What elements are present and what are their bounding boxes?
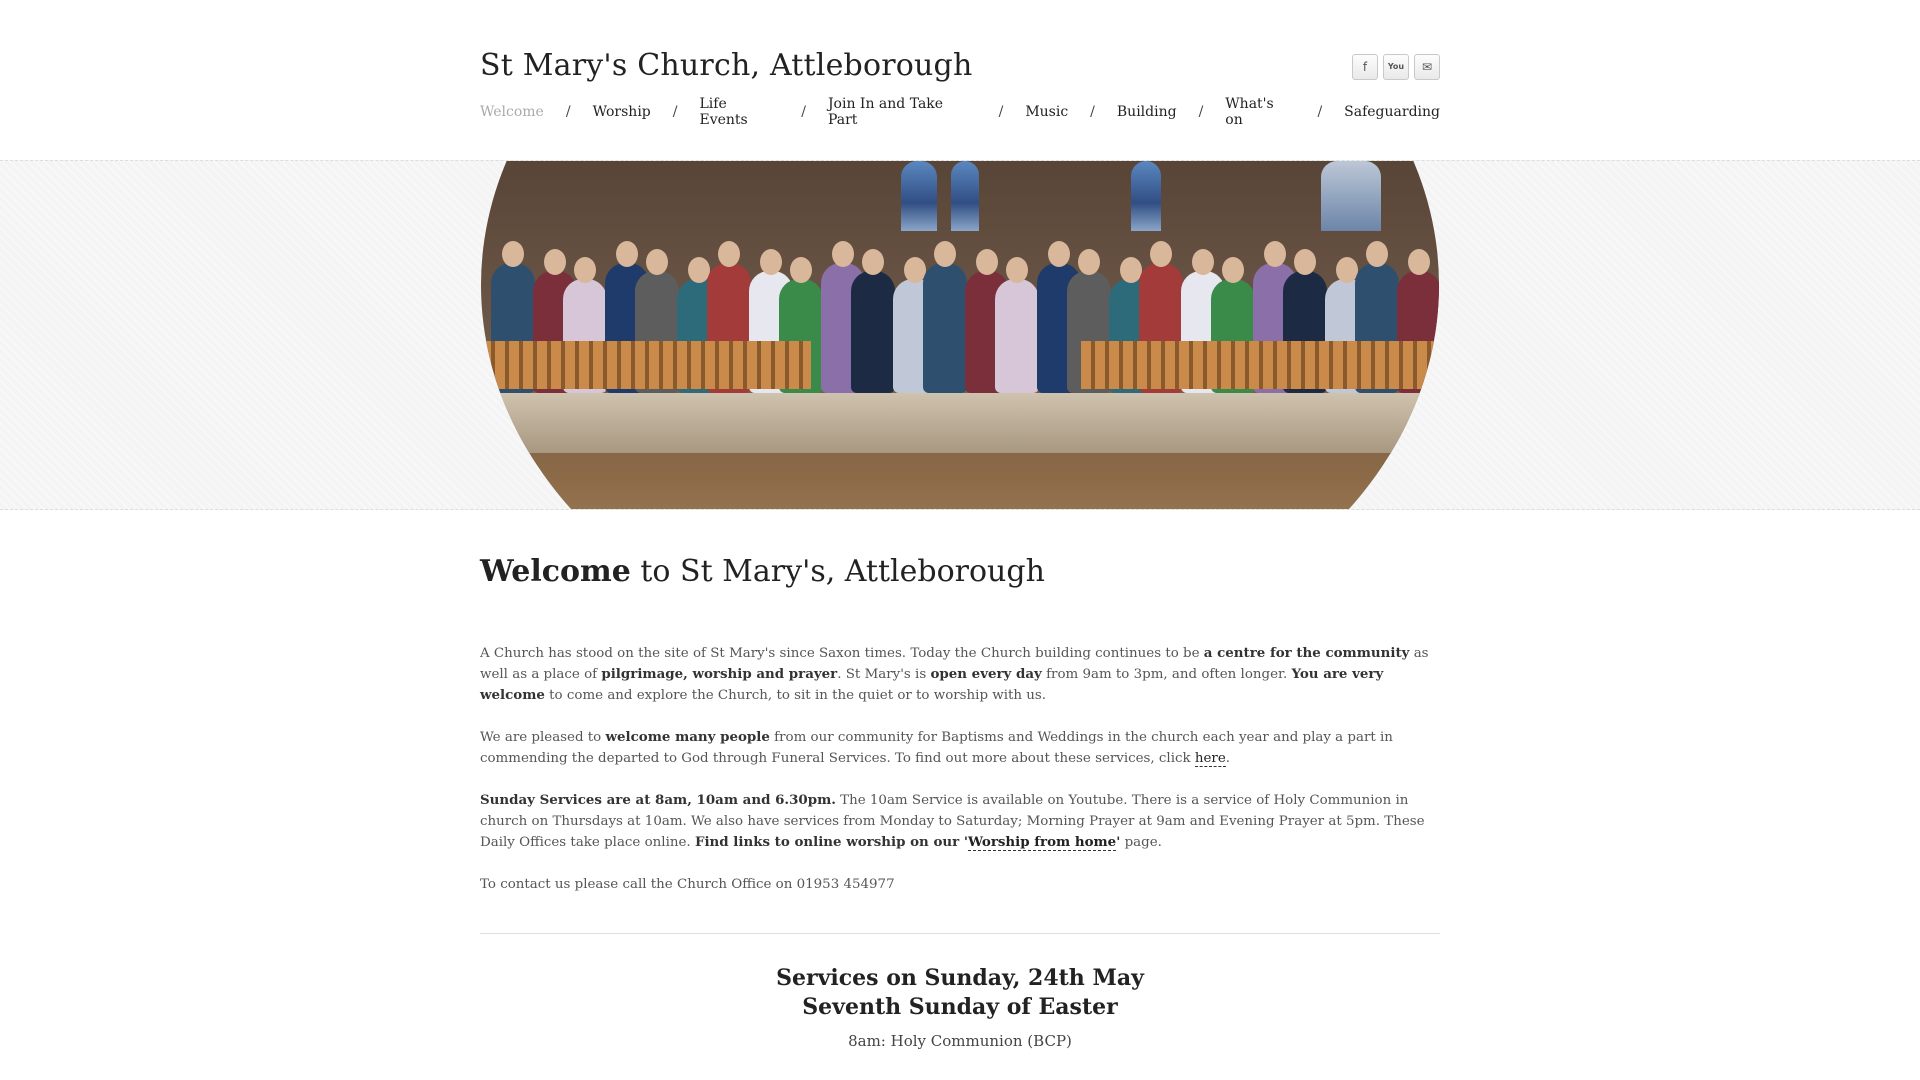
- nav-separator: /: [801, 104, 806, 120]
- congregation-photo: [481, 160, 1439, 510]
- photo-figure: [851, 271, 895, 393]
- photo-figure-head: [646, 249, 668, 275]
- nav-separator: /: [1317, 104, 1323, 120]
- photo-figure-head: [832, 241, 854, 267]
- photo-figure-head: [718, 241, 740, 267]
- photo-figure-head: [790, 257, 812, 283]
- photo-figure-head: [760, 249, 782, 275]
- photo-figure-head: [616, 241, 638, 267]
- photo-figure-head: [574, 257, 596, 283]
- photo-figure-head: [1150, 241, 1172, 267]
- nav-separator: /: [672, 104, 678, 120]
- facebook-glyph: f: [1362, 60, 1368, 74]
- here-link[interactable]: here: [1194, 751, 1226, 766]
- nav-item-worship[interactable]: Worship: [592, 104, 651, 120]
- banner: [0, 160, 1920, 510]
- facebook-icon[interactable]: [1352, 54, 1378, 80]
- nav-separator: /: [1090, 104, 1095, 120]
- page-heading: [480, 554, 1440, 589]
- contact-paragraph: To contact us please call the Church Office on 01953 454977: [480, 877, 895, 892]
- site-title[interactable]: St Mary's Church, Attleborough: [480, 48, 973, 83]
- photo-figure-head: [502, 241, 524, 267]
- photo-figure-head: [1366, 241, 1388, 267]
- photo-figure-head: [1078, 249, 1100, 275]
- photo-figure-head: [1048, 241, 1070, 267]
- photo-figure: [923, 263, 967, 393]
- photo-figure-head: [1192, 249, 1214, 275]
- photo-figure-head: [976, 249, 998, 275]
- heading-bold: Welcome: [480, 554, 631, 589]
- header: [480, 0, 1440, 160]
- heading-rest: to St Mary's, Attleborough: [630, 554, 1045, 589]
- nav-item-welcome[interactable]: Welcome: [480, 104, 544, 120]
- services-subtitle: Seventh Sunday of Easter: [802, 994, 1118, 1020]
- youtube-icon[interactable]: [1383, 54, 1409, 80]
- photo-figure-head: [1294, 249, 1316, 275]
- nav-item-music[interactable]: Music: [1025, 104, 1069, 120]
- photo-figure-head: [1264, 241, 1286, 267]
- worship-from-home-link[interactable]: Worship from home: [967, 834, 1117, 850]
- nav-separator: /: [998, 104, 1004, 120]
- social-links: [1352, 54, 1440, 80]
- services-paragraph: Sunday Services are at 8am, 10am and 6.30pm. The 10am Service is available on Youtube. There is a service of Holy Communion in church on Thursdays at 10am. We also have services from Monday to Saturday; Morning Prayer at 9am and Evening Prayer at 5pm. These Daily Offices take place online. Find links to online worship on our 'Worship from home' page.: [480, 792, 1425, 850]
- nav-separator: /: [565, 104, 571, 120]
- divider: [480, 933, 1440, 934]
- email-icon[interactable]: [1414, 54, 1440, 80]
- main-nav: [480, 96, 1440, 128]
- nav-item-join-in[interactable]: Join In and Take Part: [827, 96, 944, 128]
- services-section: [480, 964, 1440, 1050]
- life-events-paragraph: We are pleased to welcome many people from our community for Baptisms and Weddings in the church each year and play a part in commending the departed to God through Funeral Services. To find out more about these services, click here.: [480, 729, 1393, 766]
- photo-figure: [995, 279, 1039, 393]
- main-content: [480, 510, 1440, 1050]
- photo-figure-head: [1222, 257, 1244, 283]
- photo-figure-head: [862, 249, 884, 275]
- photo-figure-head: [544, 249, 566, 275]
- photo-figure-head: [1408, 249, 1430, 275]
- youtube-glyph: You: [1387, 62, 1405, 71]
- email-glyph: ✉: [1421, 60, 1433, 74]
- nav-item-whats-on[interactable]: What's on: [1225, 96, 1274, 128]
- nav-item-safeguarding[interactable]: Safeguarding: [1344, 104, 1440, 120]
- photo-figure-head: [934, 241, 956, 267]
- photo-figure-head: [1006, 257, 1028, 283]
- service-item: 8am: Holy Communion (BCP): [848, 1032, 1072, 1050]
- intro-paragraph: A Church has stood on the site of St Mary's since Saxon times. Today the Church building continues to be a centre for the community as well as a place of pilgrimage, worship and prayer. St Mary's is open every day from 9am to 3pm, and often longer. You are very welcome to come and explore the Church, to sit in the quiet or to worship with us.: [480, 645, 1429, 703]
- nav-item-life-events[interactable]: Life Events: [699, 96, 748, 128]
- nav-item-building[interactable]: Building: [1116, 104, 1177, 120]
- nav-separator: /: [1198, 104, 1204, 120]
- services-title: Services on Sunday, 24th May: [776, 965, 1144, 991]
